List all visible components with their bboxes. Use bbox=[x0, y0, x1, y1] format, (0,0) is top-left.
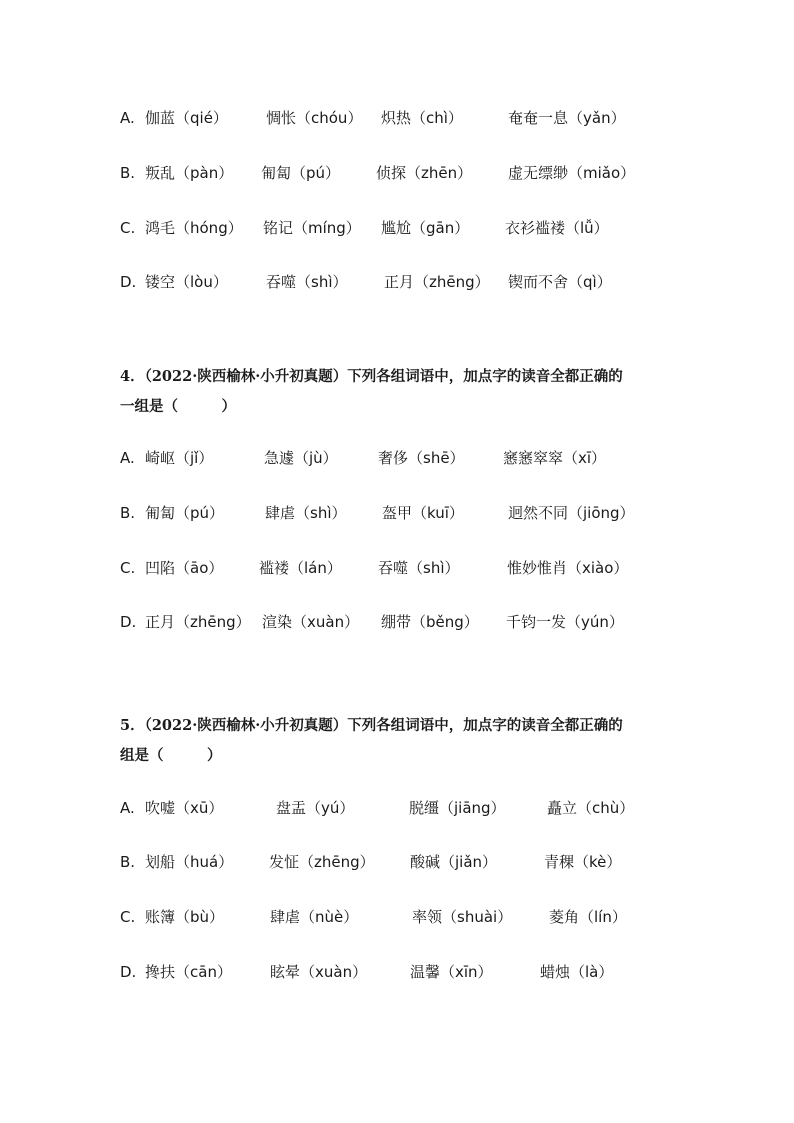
q4-option-d[interactable] bbox=[0, 609, 794, 635]
option-word: 吹嘘（xū） bbox=[145, 799, 224, 817]
option-word: 菱角（lín） bbox=[549, 908, 627, 926]
option-word: 急遽（jù） bbox=[264, 449, 338, 467]
q5-option-b[interactable] bbox=[0, 849, 794, 875]
question-4-stem bbox=[120, 364, 700, 420]
option-word: 伽蓝（qié） bbox=[145, 109, 228, 127]
option-word: 青稞（kè） bbox=[544, 853, 622, 871]
option-letter: C. bbox=[120, 559, 136, 577]
option-word: 肆虐（shì） bbox=[265, 504, 347, 522]
option-word: 正月（zhēng） bbox=[384, 273, 490, 291]
option-letter: B. bbox=[120, 164, 136, 182]
question-4-line2: 一组是（ ） bbox=[120, 398, 236, 415]
option-word: 蜡烛（là） bbox=[540, 963, 614, 981]
option-word: 奢侈（shē） bbox=[378, 449, 465, 467]
q5-option-a[interactable] bbox=[0, 795, 794, 821]
option-word: 褴褛（lán） bbox=[259, 559, 342, 577]
option-word: 匍匐（pú） bbox=[261, 164, 341, 182]
option-letter: D. bbox=[120, 273, 137, 291]
q3-option-a[interactable] bbox=[0, 105, 794, 131]
q4-option-a[interactable] bbox=[0, 445, 794, 471]
option-word: 叛乱（pàn） bbox=[145, 164, 234, 182]
option-word: 凹陷（āo） bbox=[145, 559, 224, 577]
option-word: 眩晕（xuàn） bbox=[270, 963, 368, 981]
option-word: 惟妙惟肖（xiào） bbox=[507, 559, 629, 577]
q3-option-d[interactable] bbox=[0, 269, 794, 295]
option-word: 酸碱（jiǎn） bbox=[410, 853, 498, 871]
q3-option-b[interactable] bbox=[0, 160, 794, 186]
option-word: 正月（zhēng） bbox=[145, 613, 251, 631]
option-word: 率领（shuài） bbox=[412, 908, 513, 926]
option-word: 搀扶（cān） bbox=[145, 963, 232, 981]
option-letter: B. bbox=[120, 853, 136, 871]
q4-option-c[interactable] bbox=[0, 555, 794, 581]
option-letter: D. bbox=[120, 613, 137, 631]
q5-option-d[interactable] bbox=[0, 959, 794, 985]
option-word: 奄奄一息（yǎn） bbox=[508, 109, 626, 127]
option-word: 肆虐（nùè） bbox=[270, 908, 359, 926]
option-letter: A. bbox=[120, 799, 135, 817]
option-word: 脱缰（jiāng） bbox=[409, 799, 506, 817]
option-word: 炽热（chì） bbox=[381, 109, 463, 127]
option-word: 吞噬（shì） bbox=[266, 273, 348, 291]
question-4-line1: 4．（2022·陕西榆林·小升初真题）下列各组词语中，加点字的读音全都正确的 bbox=[120, 368, 623, 385]
option-word: 渲染（xuàn） bbox=[262, 613, 360, 631]
option-word: 迥然不同（jiōng） bbox=[508, 504, 635, 522]
option-letter: C. bbox=[120, 908, 136, 926]
option-word: 千钧一发（yún） bbox=[506, 613, 624, 631]
question-5-stem bbox=[120, 713, 700, 769]
option-letter: D. bbox=[120, 963, 137, 981]
option-word: 锲而不舍（qì） bbox=[508, 273, 612, 291]
option-word: 镂空（lòu） bbox=[145, 273, 228, 291]
option-word: 划船（huá） bbox=[145, 853, 234, 871]
question-5-line1: 5．（2022·陕西榆林·小升初真题）下列各组词语中，加点字的读音全都正确的 bbox=[120, 717, 623, 734]
option-word: 窸窸窣窣（xī） bbox=[503, 449, 607, 467]
option-letter: B. bbox=[120, 504, 136, 522]
option-word: 尴尬（gān） bbox=[381, 219, 470, 237]
option-word: 崎岖（jǐ） bbox=[145, 449, 214, 467]
question-5-line2: 组是（ ） bbox=[120, 747, 222, 764]
option-word: 发怔（zhēng） bbox=[269, 853, 375, 871]
option-word: 盔甲（kuī） bbox=[382, 504, 464, 522]
option-letter: C. bbox=[120, 219, 136, 237]
option-word: 吞噬（shì） bbox=[378, 559, 460, 577]
option-letter: A. bbox=[120, 109, 135, 127]
option-word: 铭记（míng） bbox=[263, 219, 361, 237]
option-word: 绷带（běng） bbox=[381, 613, 479, 631]
option-letter: A. bbox=[120, 449, 135, 467]
option-word: 矗立（chù） bbox=[547, 799, 635, 817]
q4-option-b[interactable] bbox=[0, 500, 794, 526]
option-word: 衣衫褴褛（lǚ） bbox=[505, 219, 609, 237]
option-word: 匍匐（pú） bbox=[145, 504, 225, 522]
option-word: 盘盂（yú） bbox=[276, 799, 355, 817]
option-word: 侦探（zhēn） bbox=[376, 164, 473, 182]
option-word: 惆怅（chóu） bbox=[266, 109, 363, 127]
q3-option-c[interactable] bbox=[0, 215, 794, 241]
option-word: 鸿毛（hóng） bbox=[145, 219, 243, 237]
option-word: 虚无缥缈（miǎo） bbox=[508, 164, 636, 182]
option-word: 账簿（bù） bbox=[145, 908, 225, 926]
option-word: 温馨（xīn） bbox=[410, 963, 493, 981]
q5-option-c[interactable] bbox=[0, 904, 794, 930]
